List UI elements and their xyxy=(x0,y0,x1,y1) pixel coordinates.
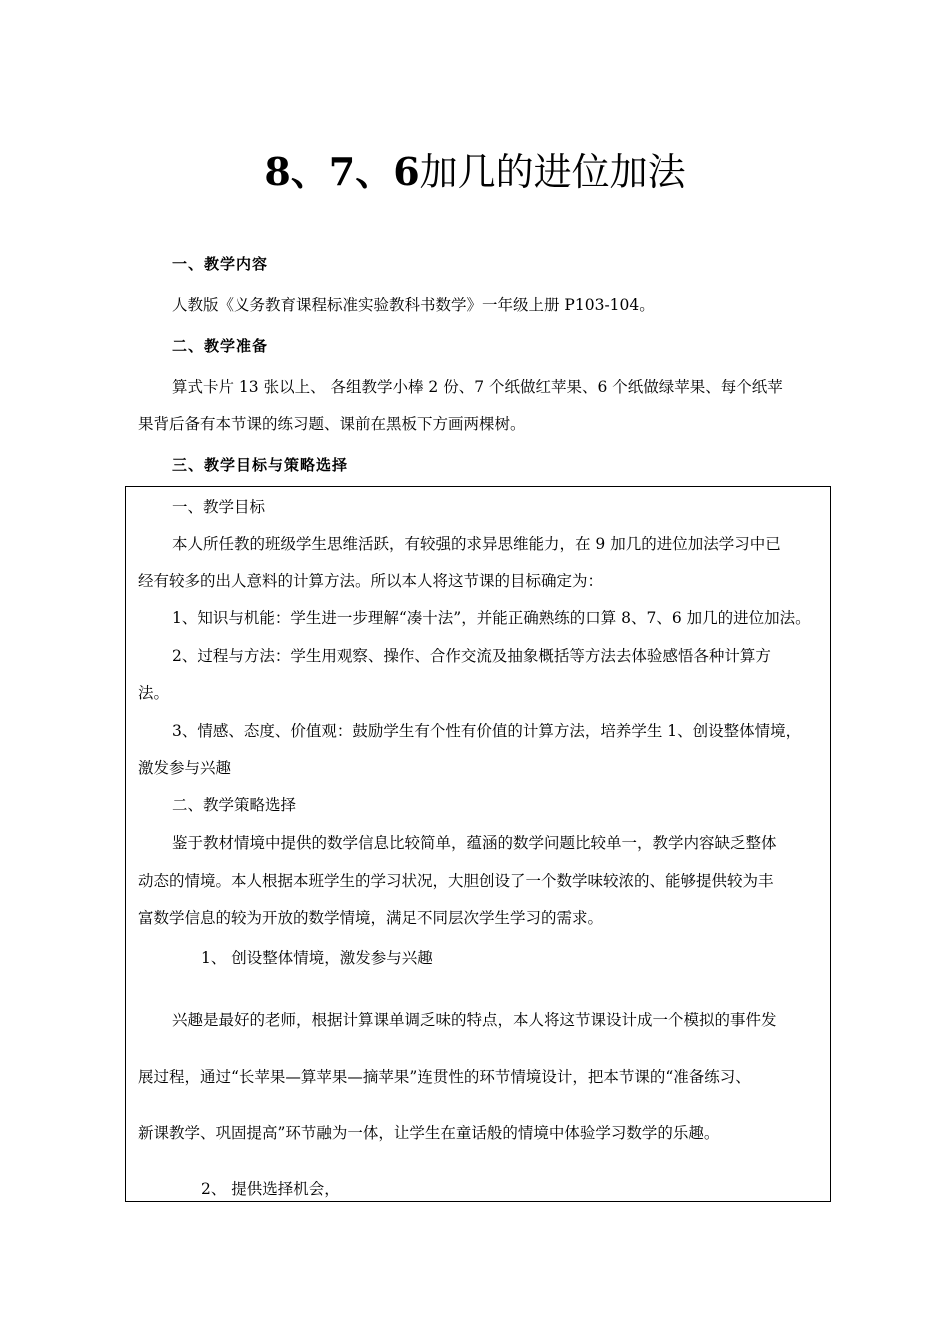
objectives-box xyxy=(125,486,831,1202)
box-line-10: 鉴于教材情境中提供的数学信息比较简单，蕴涵的数学问题比较单一，教学内容缺乏整体 xyxy=(172,834,777,852)
box-line-8: 激发参与兴趣 xyxy=(138,759,232,777)
section-2-text-line-2: 果背后备有本节课的练习题、课前在黑板下方画两棵树。 xyxy=(138,415,526,433)
box-line-9: 二、教学策略选择 xyxy=(172,796,297,814)
section-1-text: 人教版《义务教育课程标准实验教科书数学》一年级上册 P103-104。 xyxy=(172,296,655,314)
box-line-12: 富数学信息的较为开放的数学情境，满足不同层次学生学习的需求。 xyxy=(138,909,604,927)
box-line-13: 1、 创设整体情境，激发参与兴趣 xyxy=(201,949,433,967)
box-line-5: 2、过程与方法：学生用观察、操作、合作交流及抽象概括等方法去体验感悟各种计算方 xyxy=(172,647,771,665)
box-line-11: 动态的情境。本人根据本班学生的学习状况，大胆创设了一个数学味较浓的、能够提供较为丰 xyxy=(138,872,774,890)
box-line-3: 经有较多的出人意料的计算方法。所以本人将这节课的目标确定为： xyxy=(138,572,604,590)
box-line-15: 展过程，通过“长苹果—算苹果—摘苹果”连贯性的环节情境设计，把本节课的“准备练习、 xyxy=(138,1068,751,1086)
section-2-text-line-1: 算式卡片 13 张以上、 各组教学小棒 2 份、7 个纸做红苹果、6 个纸做绿苹果、每个纸苹 xyxy=(172,378,783,396)
title-text: 加几的进位加法 xyxy=(419,150,686,194)
section-3-heading: 三、教学目标与策略选择 xyxy=(172,456,349,474)
section-2-heading: 二、教学准备 xyxy=(172,337,269,355)
section-1-heading: 一、教学内容 xyxy=(172,255,269,273)
box-line-4: 1、知识与机能：学生进一步理解“凑十法”，并能正确熟练的口算 8、7、6 加几的进位加法。 xyxy=(172,609,811,627)
box-line-6: 法。 xyxy=(138,684,170,702)
box-line-1: 一、教学目标 xyxy=(172,498,266,516)
box-line-17: 2、 提供选择机会， xyxy=(201,1180,340,1198)
box-line-2: 本人所任教的班级学生思维活跃，有较强的求异思维能力，在 9 加几的进位加法学习中已 xyxy=(172,535,781,553)
box-line-14: 兴趣是最好的老师，根据计算课单调乏味的特点，本人将这节课设计成一个模拟的事件发 xyxy=(172,1011,777,1029)
title-numbers: 8、7、6 xyxy=(264,149,420,194)
box-line-7: 3、情感、态度、价值观：鼓励学生有个性有价值的计算方法，培养学生 1、创设整体情境， xyxy=(172,722,802,740)
box-line-16: 新课教学、巩固提高”环节融为一体，让学生在童话般的情境中体验学习数学的乐趣。 xyxy=(138,1124,720,1142)
page-title xyxy=(0,150,950,194)
